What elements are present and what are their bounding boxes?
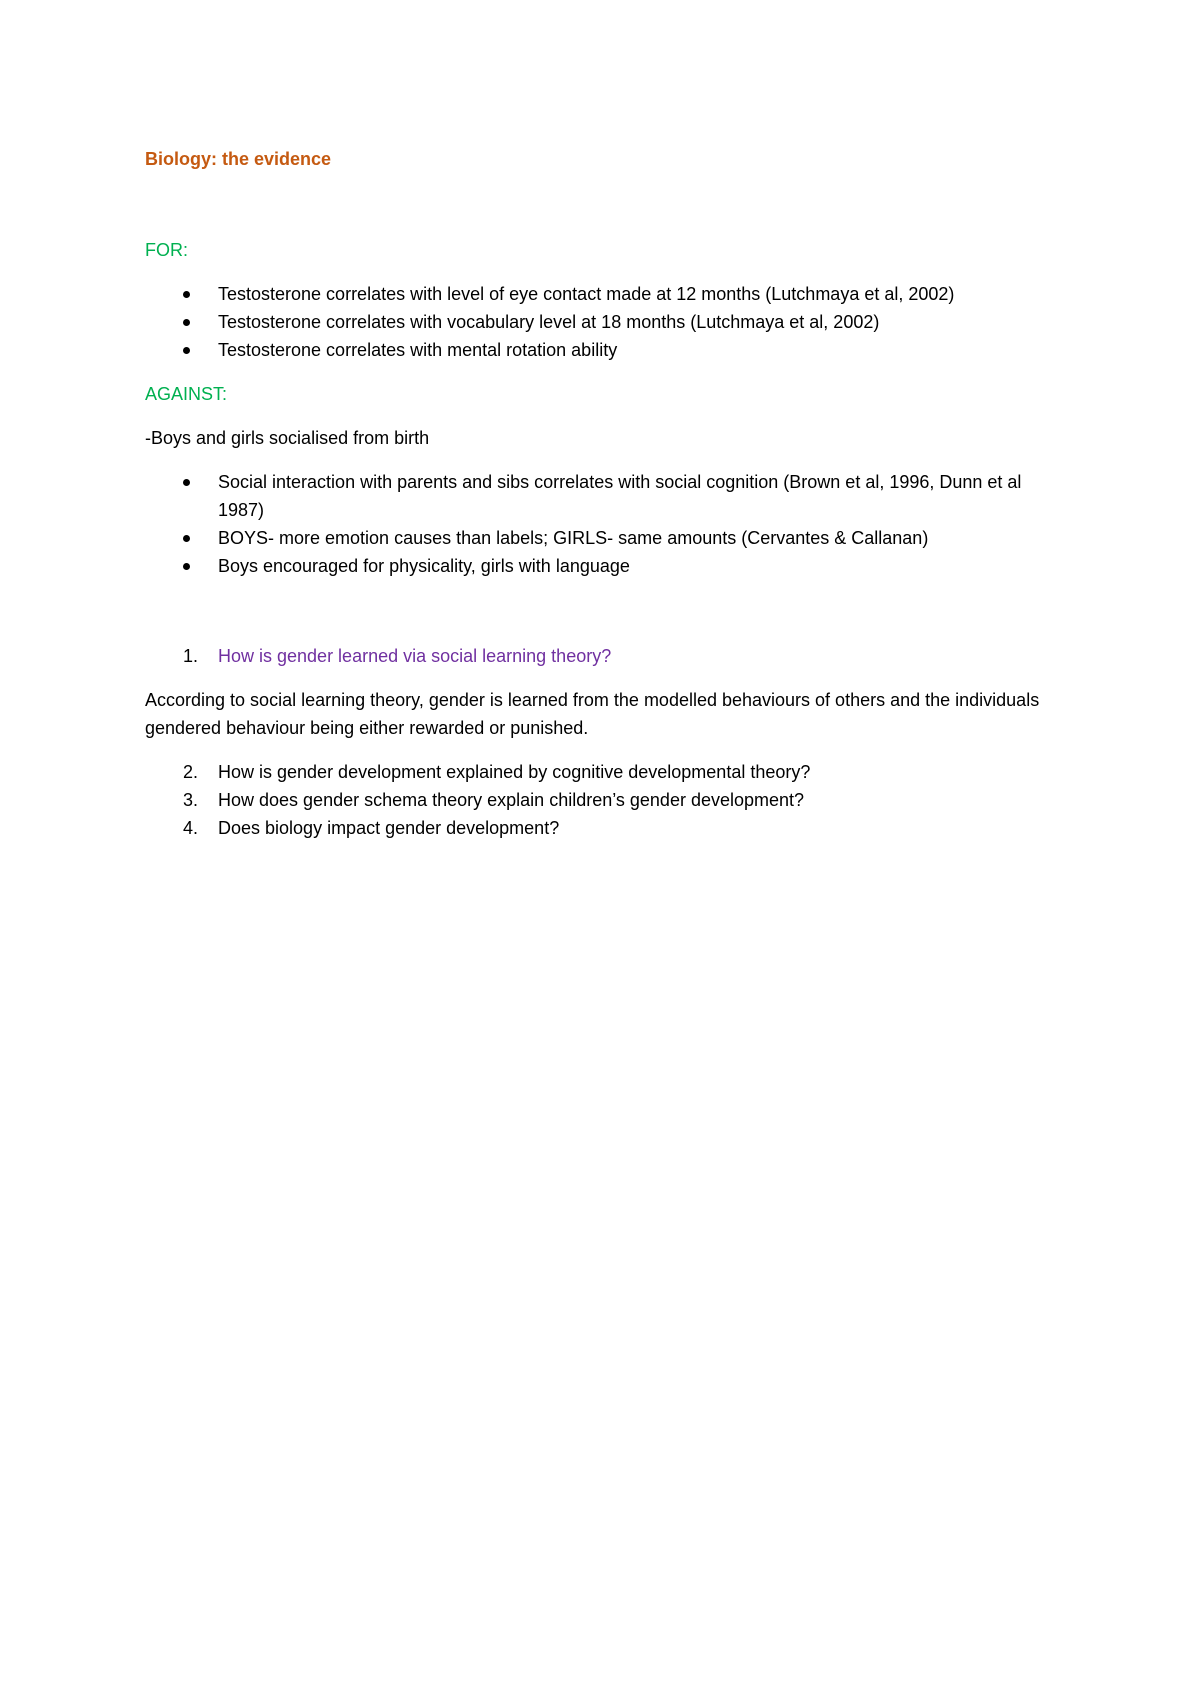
question-list-rest — [145, 758, 1065, 842]
bullet-icon — [183, 291, 190, 298]
question-number: 3. — [183, 790, 199, 810]
question-text: How does gender schema theory explain children’s gender development? — [218, 790, 805, 810]
question-number: 2. — [183, 762, 199, 782]
list-item — [145, 552, 1065, 580]
list-item-text: Testosterone correlates with vocabulary level at 18 months (Lutchmaya et al, 2002) — [218, 312, 880, 332]
list-item — [145, 524, 1065, 552]
bullet-icon — [183, 535, 190, 542]
list-item-text: BOYS- more emotion causes than labels; GIRLS- same amounts (Cervantes & Callanan) — [218, 528, 929, 548]
against-intro: -Boys and girls socialised from birth — [145, 428, 430, 448]
page-title: Biology: the evidence — [145, 149, 332, 169]
question-list-first — [145, 642, 1065, 670]
for-heading: FOR: — [145, 240, 188, 260]
question-text: Does biology impact gender development? — [218, 818, 560, 838]
for-list — [145, 280, 1065, 364]
list-item-text: Testosterone correlates with mental rotation ability — [218, 340, 618, 360]
bullet-icon — [183, 347, 190, 354]
answer-paragraph: According to social learning theory, gender is learned from the modelled behaviours of others and the individuals gendered behaviour being either rewarded or punished. — [145, 690, 1040, 738]
question-number: 1. — [183, 646, 199, 666]
list-item-text: Testosterone correlates with level of eye contact made at 12 months (Lutchmaya et al, 2002) — [218, 284, 955, 304]
list-item — [145, 336, 1065, 364]
against-list — [145, 468, 1065, 580]
question-item — [145, 758, 1065, 786]
document-body — [145, 145, 1065, 842]
question-item — [145, 814, 1065, 842]
list-item — [145, 468, 1065, 524]
bullet-icon — [183, 563, 190, 570]
list-item-text: Boys encouraged for physicality, girls with language — [218, 556, 630, 576]
question-text: How is gender learned via social learning theory? — [218, 646, 612, 666]
list-item-text: Social interaction with parents and sibs correlates with social cognition (Brown et al, 1996, Dunn et al 1987) — [218, 472, 1022, 520]
list-item — [145, 308, 1065, 336]
question-number: 4. — [183, 818, 199, 838]
bullet-icon — [183, 479, 190, 486]
bullet-icon — [183, 319, 190, 326]
question-text: How is gender development explained by cognitive developmental theory? — [218, 762, 811, 782]
against-heading: AGAINST: — [145, 384, 228, 404]
question-item — [145, 786, 1065, 814]
list-item — [145, 280, 1065, 308]
question-item — [145, 642, 1065, 670]
